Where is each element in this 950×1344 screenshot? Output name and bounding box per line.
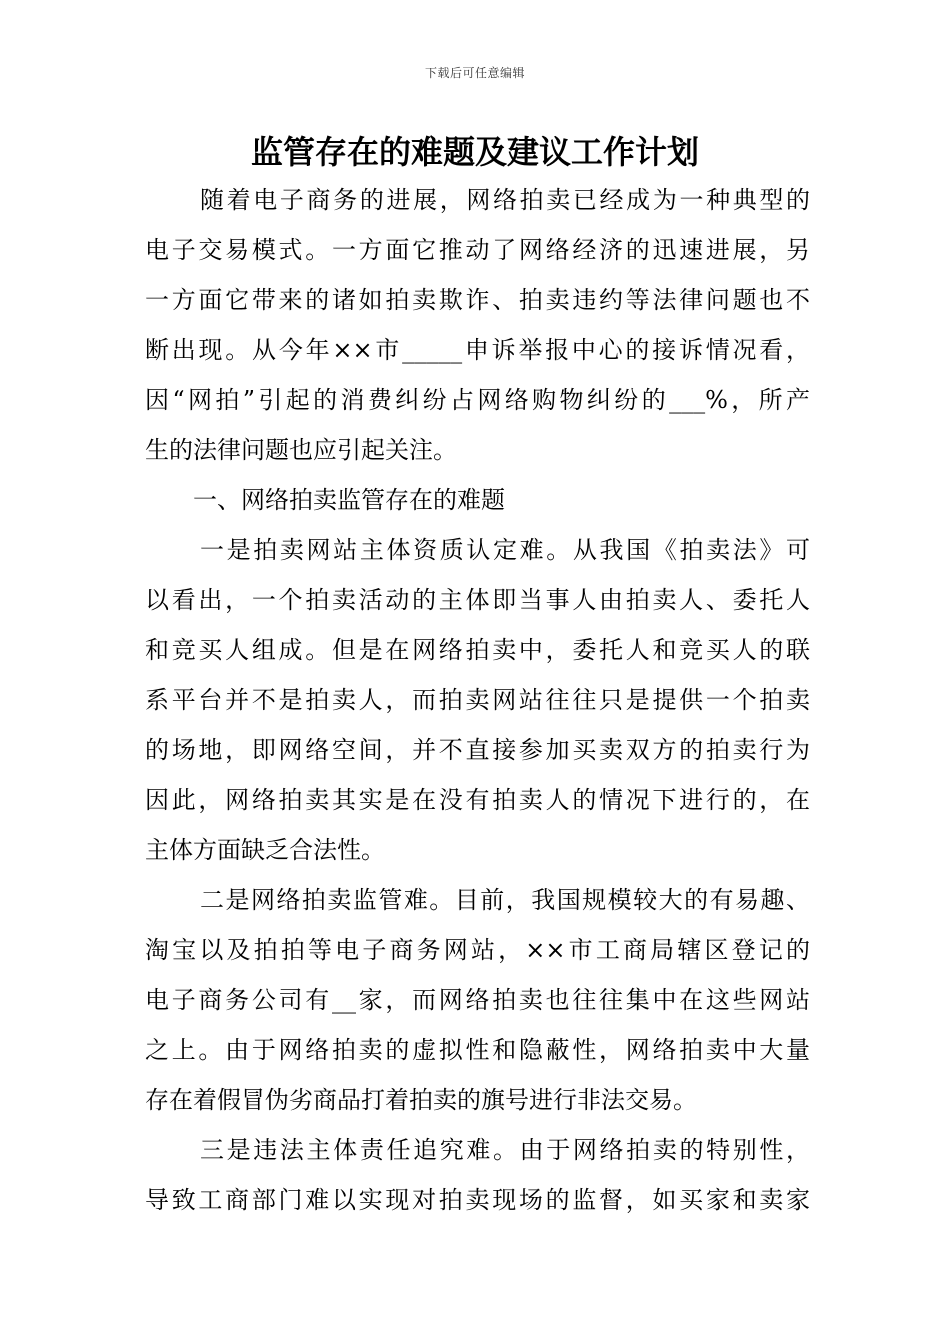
body-line: 电子商务公司有__家，而网络拍卖也往往集中在这些网站 [145,986,810,1014]
body-line: 二是网络拍卖监管难。目前，我国规模较大的有易趣、 [200,886,810,914]
body-line: 电子交易模式。一方面它推动了网络经济的迅速进展，另 [145,236,810,264]
section-heading: 一、网络拍卖监管存在的难题 [193,486,505,514]
body-line: 之上。由于网络拍卖的虚拟性和隐蔽性，网络拍卖中大量 [145,1036,810,1064]
body-line: 因此，网络拍卖其实是在没有拍卖人的情况下进行的，在 [145,786,810,814]
body-line: 生的法律问题也应引起关注。 [145,436,457,464]
body-line: 三是违法主体责任追究难。由于网络拍卖的特别性， [200,1136,810,1164]
body-line: 因“网拍”引起的消费纠纷占网络购物纠纷的___%，所产 [145,386,810,414]
body-line: 断出现。从今年××市_____申诉举报中心的接诉情况看， [145,336,810,364]
body-line: 导致工商部门难以实现对拍卖现场的监督，如买家和卖家 [145,1186,810,1214]
document-title: 监管存在的难题及建议工作计划 [250,133,699,171]
body-line: 一是拍卖网站主体资质认定难。从我国《拍卖法》可 [200,536,810,564]
body-line: 的场地，即网络空间，并不直接参加买卖双方的拍卖行为 [145,736,810,764]
body-line: 一方面它带来的诸如拍卖欺诈、拍卖违约等法律问题也不 [145,286,810,314]
body-line: 存在着假冒伪劣商品打着拍卖的旗号进行非法交易。 [145,1086,697,1114]
body-line: 淘宝以及拍拍等电子商务网站，××市工商局辖区登记的 [145,936,810,964]
body-line: 以看出，一个拍卖活动的主体即当事人由拍卖人、委托人 [145,586,810,614]
body-line: 系平台并不是拍卖人，而拍卖网站往往只是提供一个拍卖 [145,686,810,714]
page-header: 下载后可任意编辑 [424,66,525,80]
body-line: 随着电子商务的进展，网络拍卖已经成为一种典型的 [200,186,810,214]
body-line: 和竞买人组成。但是在网络拍卖中，委托人和竞买人的联 [145,636,810,664]
document-body [145,175,810,1225]
body-line: 主体方面缺乏合法性。 [145,836,385,864]
